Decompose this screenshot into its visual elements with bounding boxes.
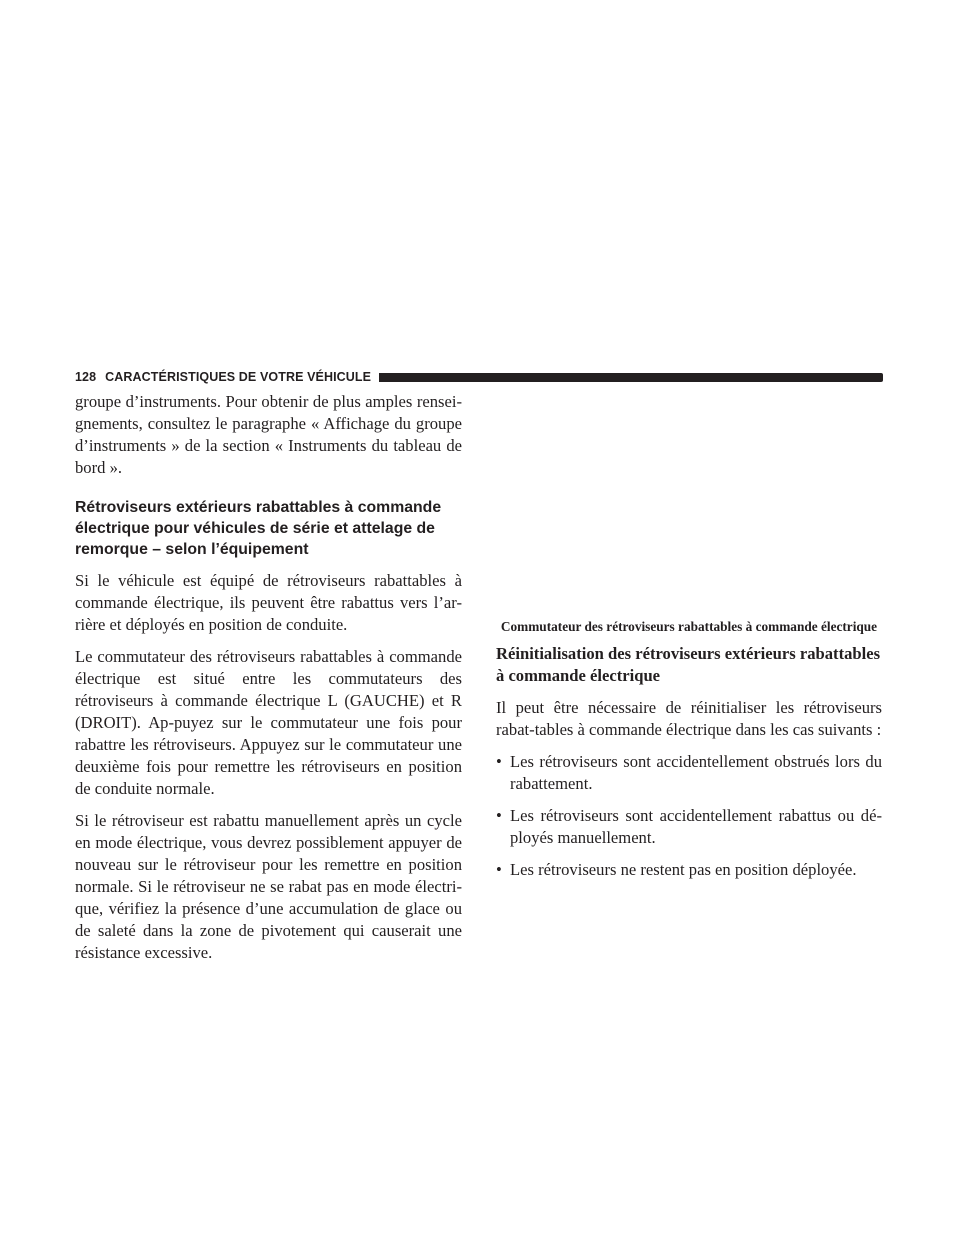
- body-paragraph: Il peut être nécessaire de réinitialiser les rétroviseurs rabat-tables à commande électrique dans les cas suivants :: [496, 698, 882, 739]
- list-item: [496, 751, 882, 795]
- intro-paragraph: groupe d’instruments. Pour obtenir de plus amples rensei-gnements, consultez le paragraphe « Affichage du groupe d’instruments » de la section « Instruments du tableau de bord ».: [75, 392, 462, 477]
- page-header: [75, 368, 883, 386]
- body-paragraph: Si le véhicule est équipé de rétroviseurs rabattables à commande électrique, ils peuvent être rabattus vers l’ar-rière et déployés en position de conduite.: [75, 571, 462, 634]
- bullet-icon: •: [496, 752, 502, 771]
- body-paragraph: Si le rétroviseur est rabattu manuellement après un cycle en mode électrique, vous devrez possiblement appuyer de nouveau sur le rétroviseur pour les remettre en position normale. Si le rétroviseur ne se rabat pas en mode électri-que, vérifiez la présence d’une accumulation de glace ou de saleté dans la zone de pivotement qui causerait une résistance excessive.: [75, 811, 462, 962]
- subsection-heading: Réinitialisation des rétroviseurs extérieurs rabattables à commande électrique: [496, 644, 881, 685]
- section-title: CARACTÉRISTIQUES DE VOTRE VÉHICULE: [105, 370, 372, 384]
- bullet-list: [496, 751, 882, 881]
- body-paragraph: Le commutateur des rétroviseurs rabattables à commande électrique est situé entre les commutateurs des rétroviseurs à commande électrique L (GAUCHE) et R (DROIT). Ap-puyez sur le commutateur une fois pour rabattre les rétroviseurs. Appuyez sur le commutateur une deuxième fois pour remettre les rétroviseurs en position de conduite normale.: [75, 647, 462, 798]
- list-item: [496, 805, 882, 849]
- bullet-icon: •: [496, 806, 502, 825]
- header-rule: [379, 373, 883, 382]
- left-column: [75, 391, 462, 974]
- figure-caption: Commutateur des rétroviseurs rabattables à commande électrique: [500, 619, 878, 634]
- list-item-text: Les rétroviseurs sont accidentellement rabattus ou dé-ployés manuellement.: [510, 806, 882, 847]
- section-heading: Rétroviseurs extérieurs rabattables à commande électrique pour véhicules de série et attelage de remorque – selon l’équipement: [75, 499, 442, 558]
- bullet-icon: •: [496, 860, 502, 879]
- list-item-text: Les rétroviseurs ne restent pas en position déployée.: [510, 860, 857, 879]
- right-column: [496, 618, 882, 891]
- list-item: [496, 859, 882, 881]
- page-number: 128: [75, 370, 97, 384]
- list-item-text: Les rétroviseurs sont accidentellement obstrués lors du rabattement.: [510, 752, 882, 793]
